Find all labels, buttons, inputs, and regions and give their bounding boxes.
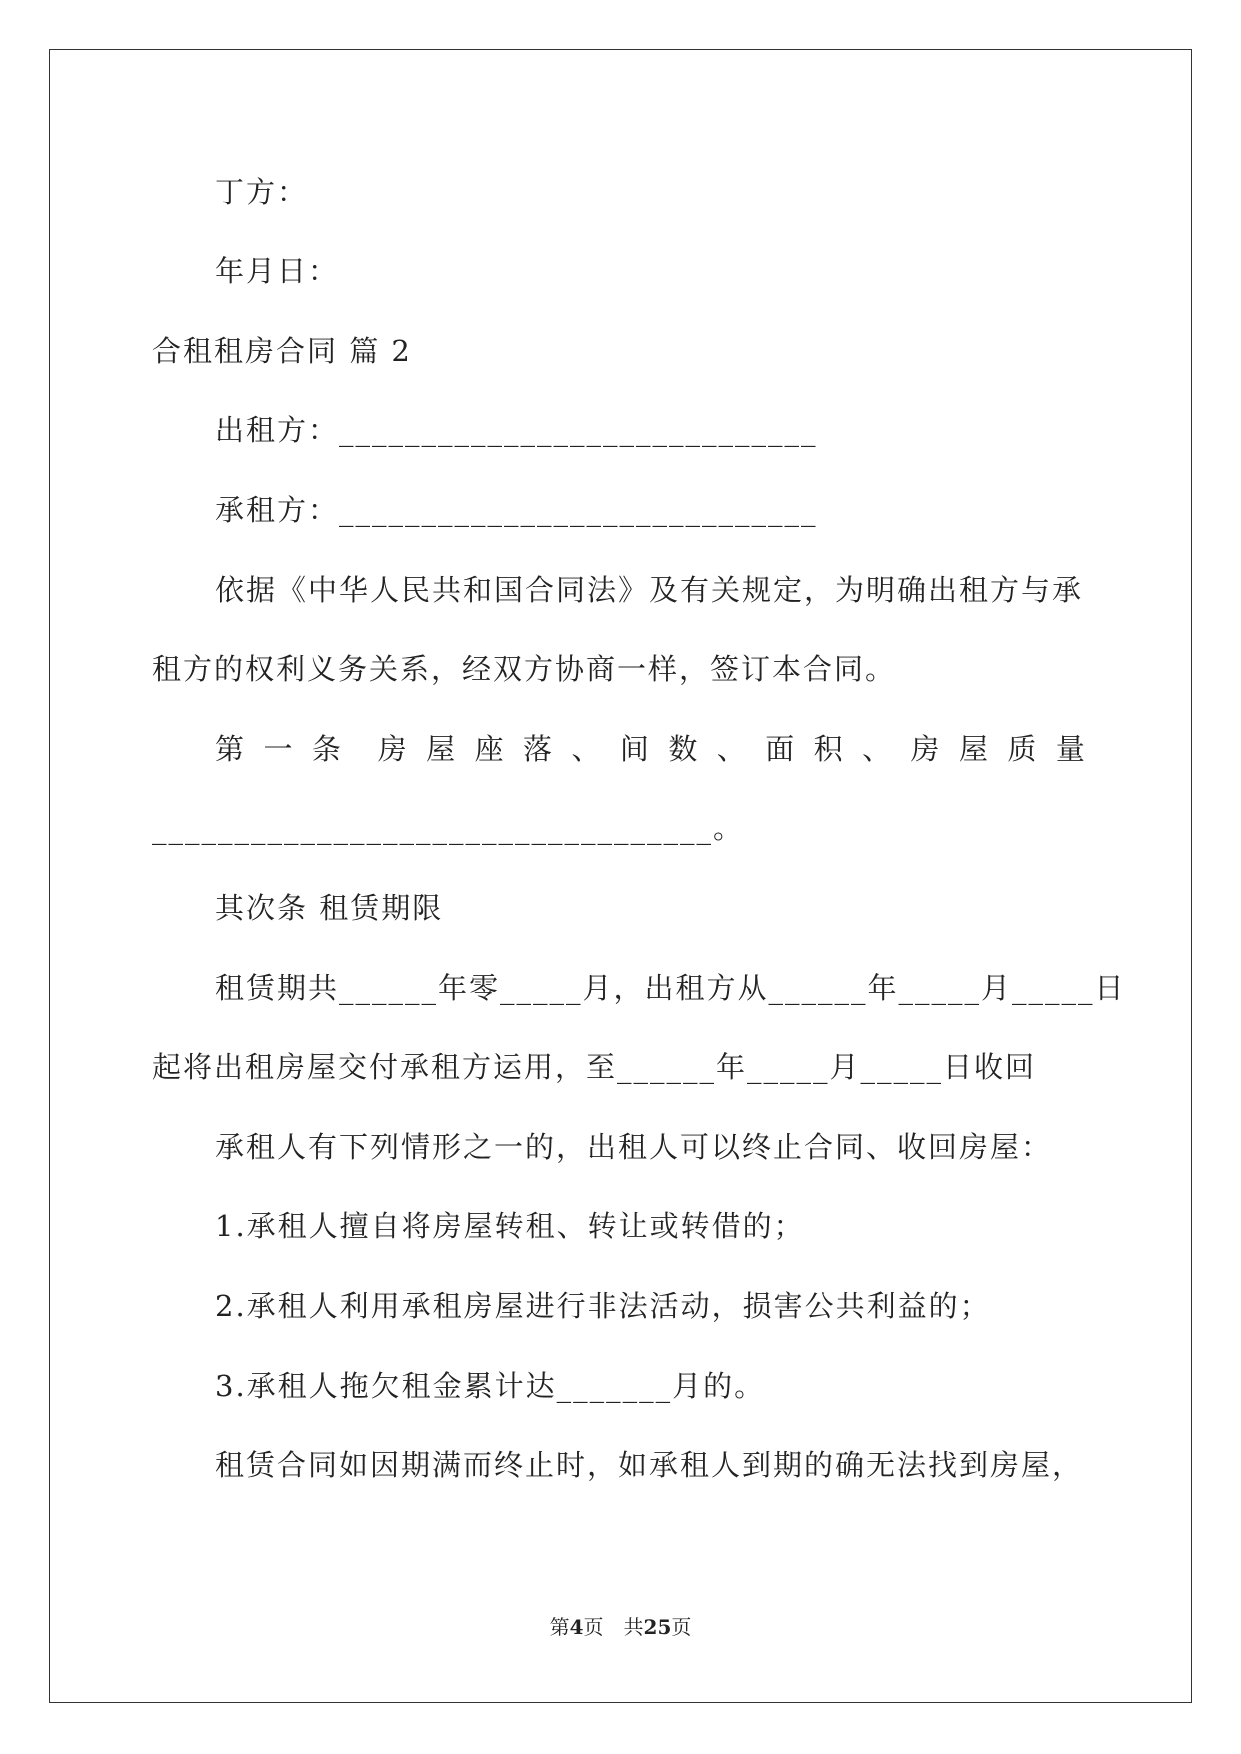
article-1-word: 屋 [958, 732, 990, 766]
termination-item-1: 1.承租人擅自将房屋转租、转让或转借的； [215, 1209, 805, 1243]
article-1-word: 、 [571, 732, 603, 766]
termination-intro: 承租人有下列情形之一的，出租人可以终止合同、收回房屋： [215, 1130, 1053, 1164]
date-line: 年月日： [215, 254, 340, 288]
article-1-word: 积 [813, 732, 845, 766]
article-1-word: 量 [1055, 732, 1087, 766]
footer-prefix: 第 [549, 1615, 570, 1639]
lease-term-line-1: 租赁期共______年零_____月，出租方从______年_____月_____日 [215, 971, 1126, 1005]
party-d-line: 丁方： [215, 175, 309, 209]
article-1-word: 质 [1007, 732, 1039, 766]
section-heading: 合租租房合同 篇 2 [152, 334, 412, 368]
lessee-line: 承租方：_____________________________ [215, 493, 818, 527]
article-1-word: 、 [716, 732, 748, 766]
article-1-word: 一 [263, 732, 295, 766]
article-1-word: 、 [862, 732, 894, 766]
article-1-word: 条 [311, 732, 343, 766]
article-1-word: 间 [619, 732, 651, 766]
article-1-word: 屋 [426, 732, 458, 766]
footer-mid: 页 共 [583, 1615, 644, 1639]
article-1-title [215, 729, 1087, 769]
footer-suffix: 页 [671, 1615, 692, 1639]
lessor-line: 出租方：_____________________________ [215, 413, 818, 447]
termination-item-3: 3.承租人拖欠租金累计达_______月的。 [215, 1369, 766, 1403]
intro-line-2: 租方的权利义务关系，经双方协商一样，签订本合同。 [152, 652, 897, 686]
article-1-word: 房 [377, 732, 409, 766]
page-total: 25 [643, 1615, 672, 1639]
article-1-word: 落 [523, 732, 555, 766]
article-1-word: 房 [910, 732, 942, 766]
article-1-word: 数 [668, 732, 700, 766]
article-1-word: 第 [215, 732, 247, 766]
intro-line-1: 依据《中华人民共和国合同法》及有关规定，为明确出租方与承 [215, 573, 1084, 607]
article-2-title: 其次条 租赁期限 [215, 891, 444, 925]
article-1-word: 面 [765, 732, 797, 766]
page-number: 4 [569, 1615, 584, 1639]
termination-item-2: 2.承租人利用承租房屋进行非法活动，损害公共利益的； [215, 1289, 991, 1323]
expiry-paragraph: 租赁合同如因期满而终止时，如承租人到期的确无法找到房屋， [215, 1448, 1084, 1482]
page-footer [0, 1611, 1241, 1640]
lease-term-line-2: 起将出租房屋交付承租方运用，至______年_____月_____日收回 [152, 1050, 1037, 1084]
article-1-blank: __________________________________。 [152, 811, 745, 845]
article-1-word: 座 [474, 732, 506, 766]
